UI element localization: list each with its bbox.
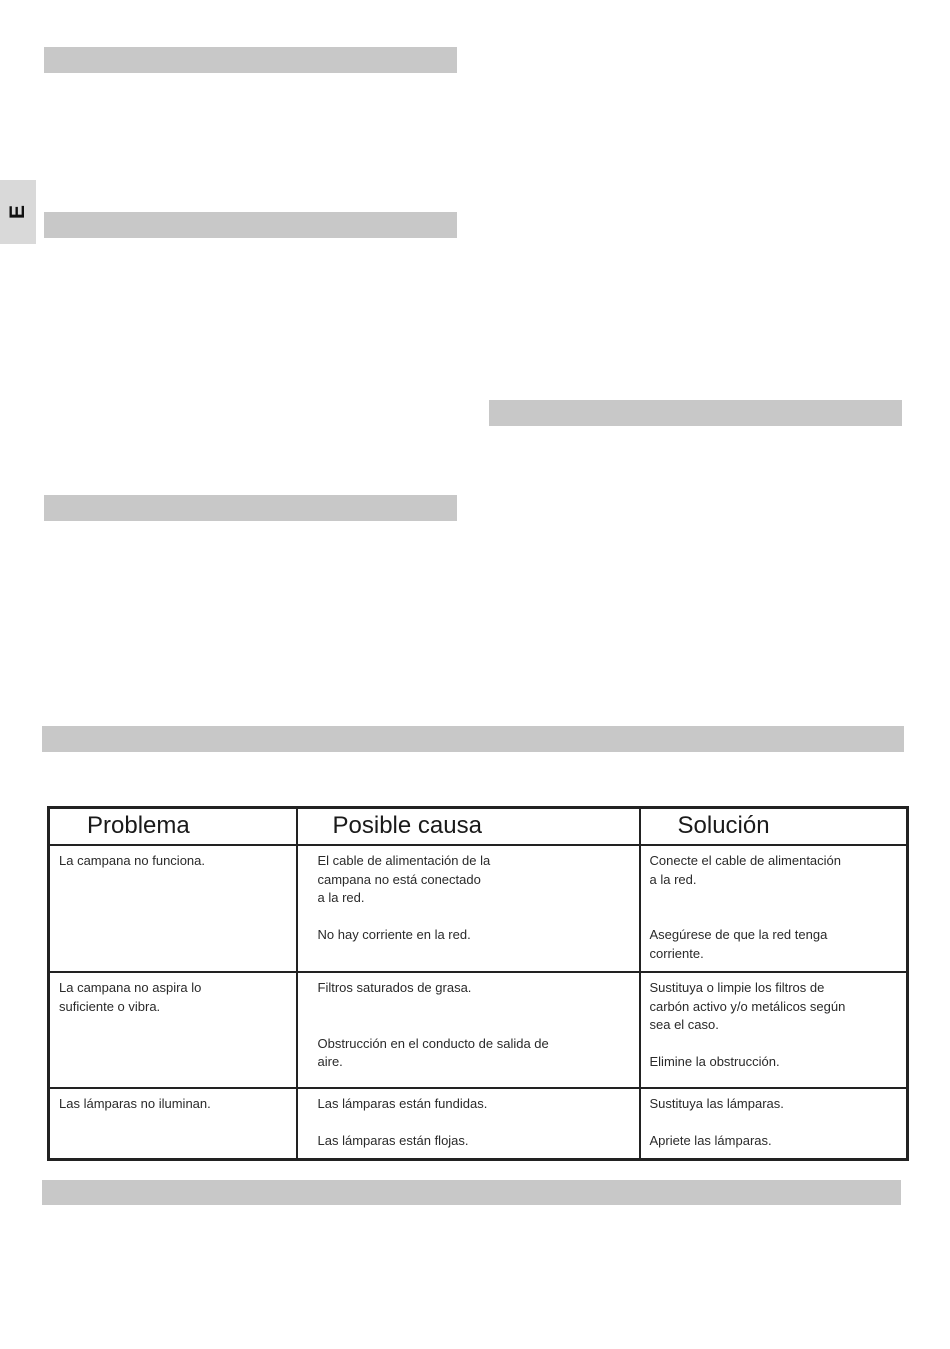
cause-text: Obstrucción en el conducto de salida de aire. xyxy=(317,1035,549,1069)
problem-text: Las lámparas no iluminan. xyxy=(59,1096,211,1111)
table-row xyxy=(49,972,908,1088)
solution-text: Conecte el cable de alimentación a la red. xyxy=(649,853,842,887)
cause-text: El cable de alimentación de la campana no está conectado a la red. xyxy=(317,853,491,905)
column-header-cause: Posible causa xyxy=(297,808,640,846)
solution-text: Elimine la obstrucción. xyxy=(649,1053,780,1069)
solution-text: Sustituya las lámparas. xyxy=(649,1096,784,1111)
cause-text: Las lámparas están fundidas. xyxy=(317,1096,488,1111)
problem-text: La campana no funciona. xyxy=(59,853,205,868)
table-row xyxy=(49,845,908,972)
problem-cell xyxy=(49,845,297,972)
problem-text: La campana no aspira lo suficiente o vibra. xyxy=(59,980,202,1014)
language-tab-label: E xyxy=(5,204,29,220)
column-header-problem: Problema xyxy=(49,808,297,846)
cause-cell xyxy=(297,1088,640,1160)
column-header-solution: Solución xyxy=(640,808,908,846)
table-row xyxy=(49,1088,908,1160)
solution-cell xyxy=(640,1088,908,1160)
section-heading-bar xyxy=(489,400,902,426)
section-heading-bar xyxy=(42,726,904,752)
cause-cell xyxy=(297,972,640,1088)
solution-cell xyxy=(640,845,908,972)
solution-text: Asegúrese de que la red tenga corriente. xyxy=(649,927,828,961)
solution-cell xyxy=(640,972,908,1088)
troubleshooting-table xyxy=(47,806,909,1161)
section-heading-bar xyxy=(44,47,457,73)
table-header-row xyxy=(49,808,908,846)
cause-text: No hay corriente en la red. xyxy=(317,926,471,942)
problem-cell xyxy=(49,972,297,1088)
cause-text: Filtros saturados de grasa. xyxy=(317,980,472,995)
section-heading-bar xyxy=(44,495,457,521)
cause-text: Las lámparas están flojas. xyxy=(317,1132,469,1148)
solution-text: Apriete las lámparas. xyxy=(649,1132,772,1148)
section-heading-bar xyxy=(44,212,457,238)
cause-cell xyxy=(297,845,640,972)
solution-text: Sustituya o limpie los filtros de carbón activo y/o metálicos según sea el caso. xyxy=(649,980,846,1032)
section-heading-bar xyxy=(42,1180,901,1205)
language-tab xyxy=(0,180,36,244)
problem-cell xyxy=(49,1088,297,1160)
